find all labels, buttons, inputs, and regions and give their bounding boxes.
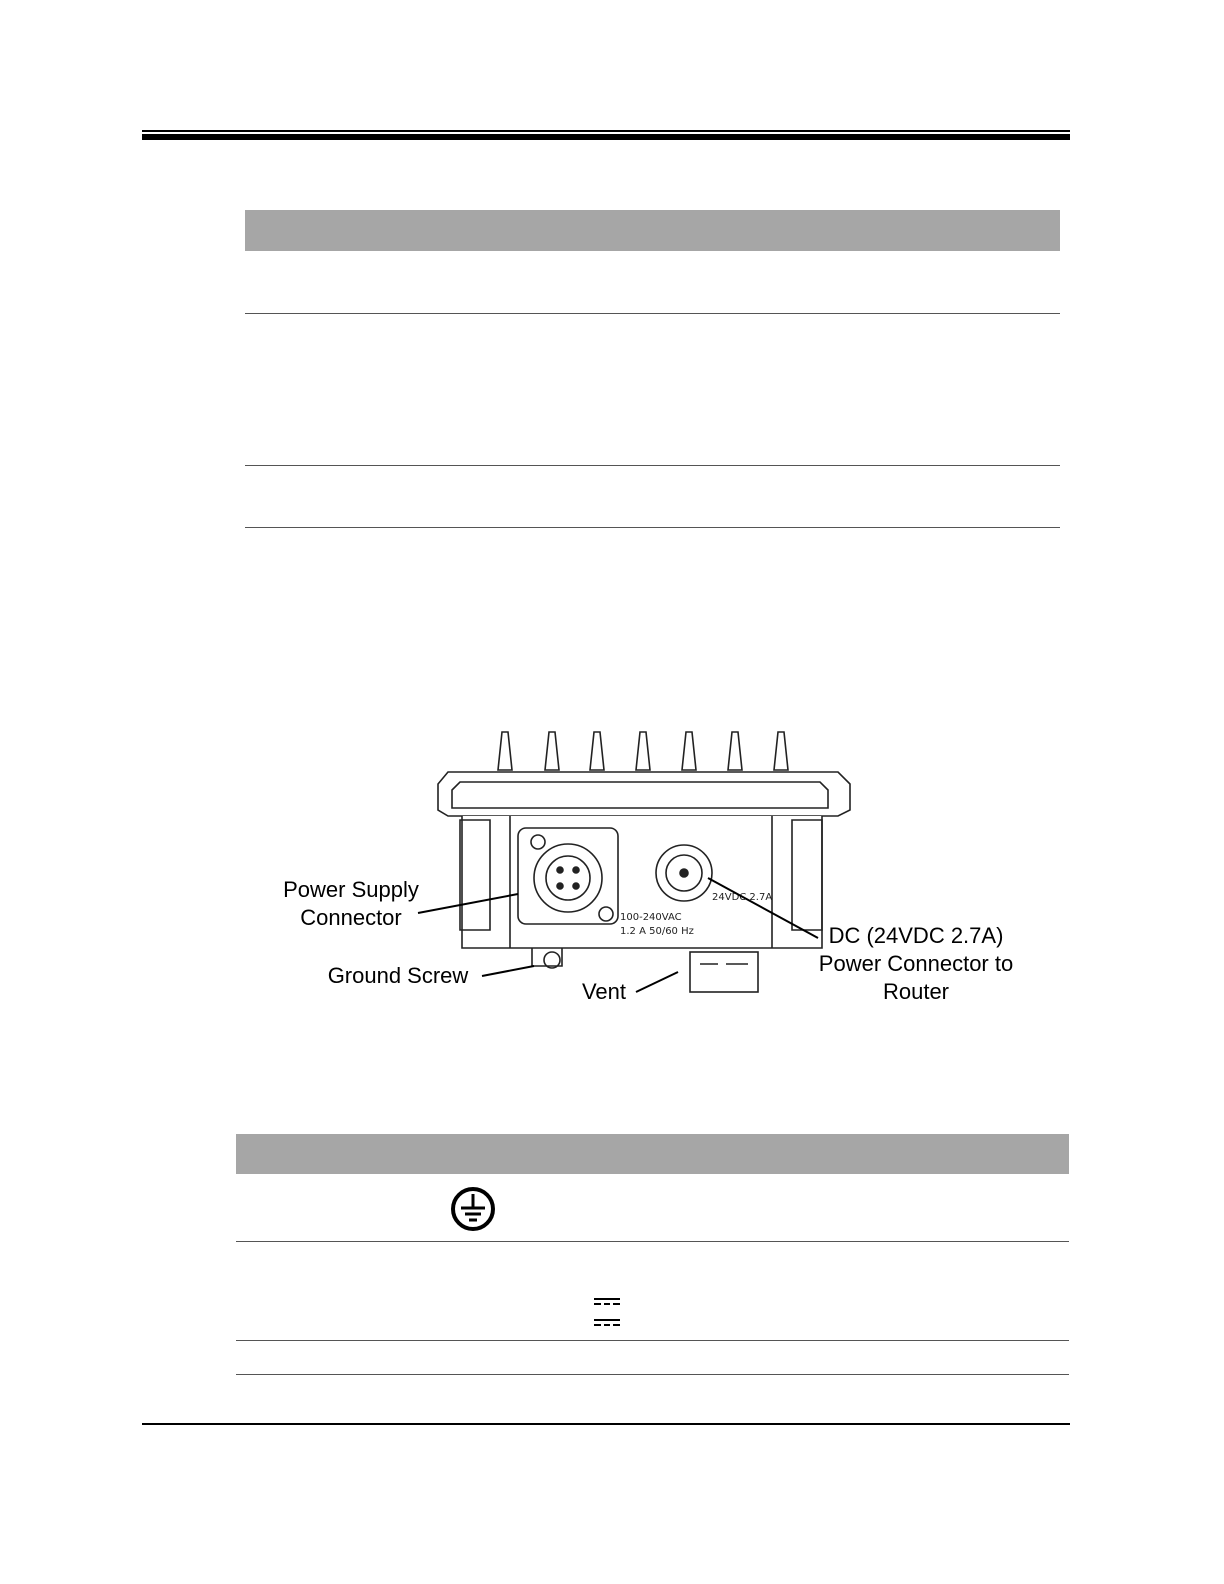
bottom-table-header (236, 1134, 1069, 1174)
bottom-table-row-divider (236, 1340, 1069, 1341)
vent-leader (636, 972, 678, 992)
power-supply-line1: Power Supply (283, 877, 419, 902)
dc-current-icon (594, 1297, 620, 1307)
header-rule (142, 130, 1070, 132)
top-table-row-divider (245, 313, 1060, 314)
dc-power-line2: Power Connector to (818, 951, 1014, 976)
top-table-row-divider (245, 465, 1060, 466)
router-bottom-view-figure (270, 720, 1050, 1040)
dc-current-icon (594, 1318, 620, 1328)
dc-power-callout (802, 922, 1030, 1006)
bottom-table-row-divider (236, 1241, 1069, 1242)
vent-callout: Vent (581, 979, 627, 1004)
antenna-connectors (498, 732, 788, 770)
bottom-table-row-divider (236, 1374, 1069, 1375)
dc-rating-label: 24VDC 2.7A (712, 892, 773, 903)
ac-rating-line2: 1.2 A 50/60 Hz (620, 926, 694, 937)
footer-rule (142, 1423, 1070, 1425)
top-table-row-divider (245, 527, 1060, 528)
dc-power-line1: DC (24VDC 2.7A) (828, 923, 1004, 948)
dc-power-line3: Router (882, 979, 950, 1004)
ground-screw-callout: Ground Screw (327, 963, 469, 988)
power-supply-callout (270, 876, 432, 932)
top-table-header (245, 210, 1060, 251)
ac-rating-line1: 100-240VAC (620, 912, 682, 923)
ground-icon (450, 1186, 496, 1232)
ground-screw-leader (482, 966, 534, 976)
header-rule-thick (142, 134, 1070, 140)
power-supply-line2: Connector (300, 905, 402, 930)
